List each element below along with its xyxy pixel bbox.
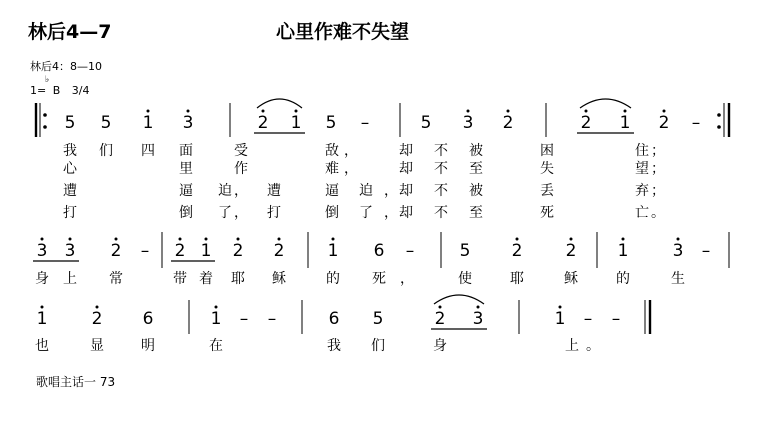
lyric-syllable: 却 [399, 143, 413, 159]
lyric-syllable: 敌 [325, 143, 339, 159]
lyric-syllable: 遭 [63, 183, 77, 199]
lyric-syllable: 着 [199, 271, 213, 287]
lyric-syllable: 身 [433, 338, 447, 354]
slur [257, 99, 302, 108]
slur [580, 99, 631, 108]
lyric-syllable: 失 [540, 161, 554, 177]
lyric-syllable: 死 [540, 205, 554, 221]
lyric-syllable: 逼 [325, 183, 339, 199]
lyric-syllable: 死 [372, 271, 386, 287]
repeat-dot [43, 113, 47, 117]
note: 2 [91, 309, 103, 329]
octave-dot [237, 238, 240, 241]
note: 5 [100, 113, 112, 133]
lyric-syllable: 不 [434, 161, 448, 177]
lyric-syllable: 却 [399, 205, 413, 221]
lyric-syllable: 生 [671, 271, 685, 287]
note: 2 [110, 241, 122, 261]
scripture-reference: 林后4：8—10 [30, 60, 102, 73]
lyric-syllable: 在 [209, 338, 223, 354]
note: – [267, 309, 277, 329]
lyric-syllable: 不 [434, 183, 448, 199]
lyric-syllable: ， [400, 271, 414, 287]
octave-dot [663, 110, 666, 113]
key-flat-sign: ♭ [45, 75, 50, 85]
lyric-syllable: 上 [565, 338, 579, 354]
note: 1 [327, 241, 339, 261]
note: 5 [325, 113, 337, 133]
octave-dot [41, 306, 44, 309]
lyric-syllable: 使 [458, 271, 472, 287]
lyric-syllable: 至 [469, 161, 483, 177]
note: 2 [502, 113, 514, 133]
octave-dot [205, 238, 208, 241]
slur [434, 295, 484, 304]
note: 3 [64, 241, 76, 261]
note: 1 [36, 309, 48, 329]
note: 2 [580, 113, 592, 133]
note: 3 [462, 113, 474, 133]
octave-dot [332, 238, 335, 241]
octave-dot [507, 110, 510, 113]
lyric-syllable: ； [651, 143, 665, 159]
octave-dot [622, 238, 625, 241]
lyric-syllable: 身 [35, 271, 49, 287]
lyric-syllable: 迫 [359, 183, 373, 199]
key-note: B [52, 84, 61, 97]
note: – [691, 113, 701, 133]
note: – [360, 113, 370, 133]
note: 1 [210, 309, 222, 329]
octave-dot [559, 306, 562, 309]
lyric-syllable: ， [344, 161, 358, 177]
note: 1 [619, 113, 631, 133]
note: 1 [617, 241, 629, 261]
key-prefix: 1= [30, 84, 47, 97]
note: – [405, 241, 415, 261]
note: 6 [142, 309, 154, 329]
lyric-syllable: ， [384, 205, 398, 221]
lyric-syllable: 被 [469, 143, 483, 159]
note: 5 [372, 309, 384, 329]
note: 5 [420, 113, 432, 133]
note: 2 [273, 241, 285, 261]
octave-dot [147, 110, 150, 113]
lyric-syllable: ， [344, 143, 358, 159]
octave-dot [41, 238, 44, 241]
lyric-syllable: 上 [63, 271, 77, 287]
lyric-syllable: ， [384, 183, 398, 199]
lyric-syllable: 住 [635, 143, 649, 159]
lyric-syllable: 丢 [540, 183, 554, 199]
note: 2 [257, 113, 269, 133]
lyric-syllable: 。 [586, 338, 600, 354]
octave-dot [585, 110, 588, 113]
lyric-syllable: 我 [63, 143, 77, 159]
note: 1 [290, 113, 302, 133]
lyric-syllable: 了 [218, 205, 232, 221]
note: 3 [36, 241, 48, 261]
octave-dot [516, 238, 519, 241]
lyric-syllable: 稣 [564, 271, 578, 287]
note: 3 [672, 241, 684, 261]
lyric-syllable: 困 [540, 143, 554, 159]
octave-dot [677, 238, 680, 241]
octave-dot [262, 110, 265, 113]
lyric-syllable: 至 [469, 205, 483, 221]
source-note: 歌唱主话一 73 [36, 375, 116, 389]
lyric-syllable: 稣 [272, 271, 286, 287]
note: 2 [232, 241, 244, 261]
lyric-syllable: 明 [141, 338, 155, 354]
repeat-dot [717, 125, 721, 129]
note: 2 [658, 113, 670, 133]
octave-dot [624, 110, 627, 113]
lyric-syllable: 的 [326, 271, 340, 287]
lyric-syllable: 也 [35, 338, 49, 354]
lyric-syllable: 我 [327, 338, 341, 354]
lyric-syllable: ； [651, 183, 665, 199]
note: – [611, 309, 621, 329]
octave-dot [467, 110, 470, 113]
note: – [140, 241, 150, 261]
note: 2 [565, 241, 577, 261]
lyric-syllable: 打 [63, 205, 77, 221]
lyric-syllable: 被 [469, 183, 483, 199]
lyric-syllable: 迫 [218, 183, 232, 199]
lyric-syllable: 显 [90, 338, 104, 354]
lyric-syllable: 难 [325, 161, 339, 177]
note: 3 [472, 309, 484, 329]
note: 6 [328, 309, 340, 329]
note: – [239, 309, 249, 329]
lyric-syllable: 逼 [179, 183, 193, 199]
octave-dot [477, 306, 480, 309]
lyric-syllable: 耶 [510, 271, 524, 287]
note: 5 [459, 241, 471, 261]
note: 2 [434, 309, 446, 329]
note: 1 [200, 241, 212, 261]
repeat-dot [43, 125, 47, 129]
octave-dot [278, 238, 281, 241]
lyric-syllable: 不 [434, 143, 448, 159]
lyric-syllable: 亡 [635, 205, 649, 221]
note: – [583, 309, 593, 329]
lyric-syllable: 带 [173, 271, 187, 287]
lyric-syllable: 们 [99, 143, 113, 159]
lyric-syllable: 了 [359, 205, 373, 221]
octave-dot [439, 306, 442, 309]
octave-dot [115, 238, 118, 241]
lyric-syllable: 遭 [267, 183, 281, 199]
octave-dot [69, 238, 72, 241]
octave-dot [96, 306, 99, 309]
lyric-syllable: 望 [635, 161, 649, 177]
lyric-syllable: 。 [651, 205, 665, 221]
time-signature: 3/4 [71, 84, 90, 97]
lyric-syllable: 里 [179, 161, 193, 177]
lyric-syllable: 们 [371, 338, 385, 354]
note: – [701, 241, 711, 261]
octave-dot [570, 238, 573, 241]
lyric-syllable: 却 [399, 161, 413, 177]
octave-dot [187, 110, 190, 113]
note: 5 [64, 113, 76, 133]
octave-dot [179, 238, 182, 241]
lyric-syllable: 倒 [325, 205, 339, 221]
song-title: 心里作难不失望 [276, 21, 410, 43]
lyric-syllable: ， [234, 183, 248, 199]
lyric-syllable: 作 [234, 161, 248, 177]
lyric-syllable: 倒 [179, 205, 193, 221]
lyric-syllable: 的 [616, 271, 630, 287]
lyric-syllable: 打 [267, 205, 281, 221]
note: 1 [142, 113, 154, 133]
lyric-syllable: 受 [234, 143, 248, 159]
repeat-dot [717, 113, 721, 117]
lyric-syllable: 不 [434, 205, 448, 221]
octave-dot [215, 306, 218, 309]
lyric-syllable: 面 [179, 143, 193, 159]
lyric-syllable: ； [651, 161, 665, 177]
note: 1 [554, 309, 566, 329]
lyric-syllable: 耶 [231, 271, 245, 287]
lyric-syllable: 弃 [635, 183, 649, 199]
lyric-syllable: 心 [63, 161, 77, 177]
note: 3 [182, 113, 194, 133]
note: 2 [174, 241, 186, 261]
octave-dot [295, 110, 298, 113]
lyric-syllable: 四 [141, 143, 155, 159]
note: 2 [511, 241, 523, 261]
lyric-syllable: ， [234, 205, 248, 221]
lyric-syllable: 却 [399, 183, 413, 199]
reference-title: 林后4—7 [28, 21, 112, 43]
lyric-syllable: 常 [109, 271, 123, 287]
note: 6 [373, 241, 385, 261]
